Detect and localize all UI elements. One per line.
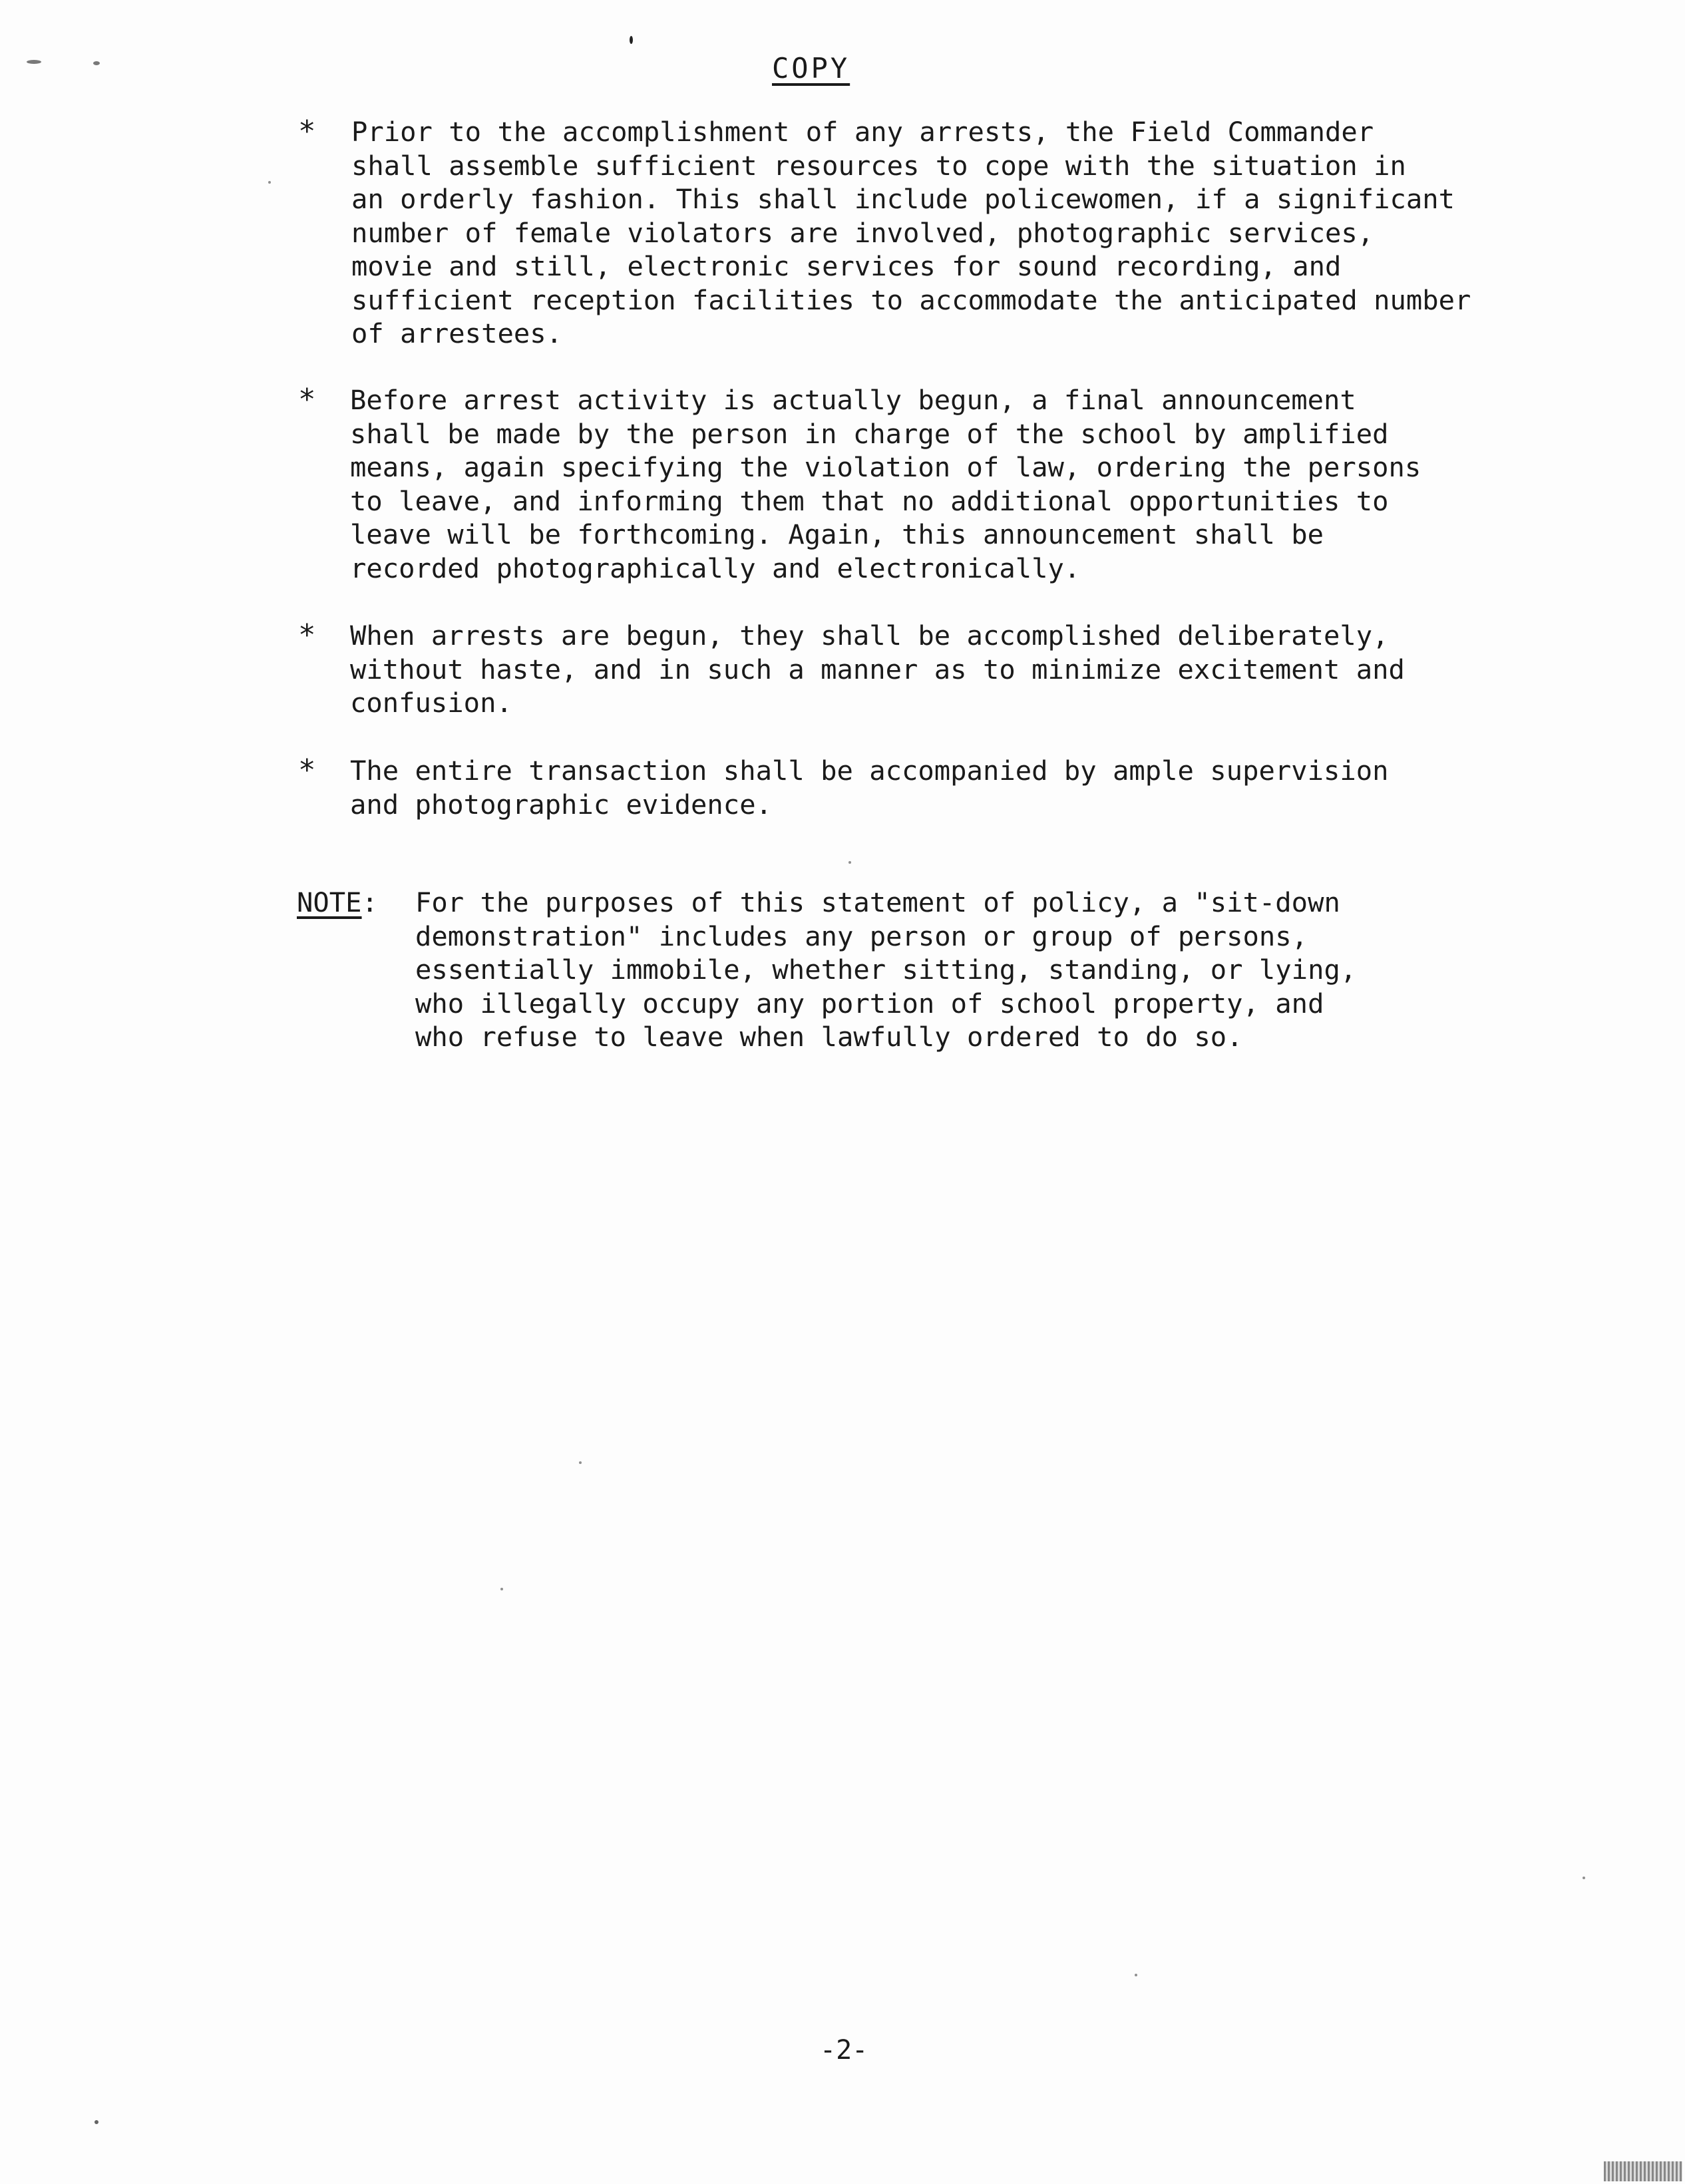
scan-speck [1583, 1877, 1585, 1879]
bullet-marker: * [298, 383, 316, 417]
note-label: NOTE: [297, 886, 378, 918]
scan-speck [1135, 1974, 1137, 1976]
scan-speck [93, 61, 100, 65]
bullet-text: When arrests are begun, they shall be accomplished deliberately, without haste, and in such a manner as to minimize excitement and confusion. [350, 620, 1405, 719]
note-text: For the purposes of this statement of policy, a "sit-down demonstration" includes any person or group of persons, essentially immobile, whether sitting, standing, or lying, who illegally occupy any portion of school property, and who refuse to leave when lawfully ordered to do so. [415, 886, 1357, 1053]
bullet-text: The entire transaction shall be accompanied by ample supervision and photographic evidence. [350, 755, 1389, 820]
scan-speck [268, 181, 271, 184]
bullet-text: Prior to the accomplishment of any arrests, the Field Commander shall assemble sufficient resources to cope with the situation in an orderly fashion. This shall include policewomen, if a significant number of female violators are involved, photographic services, movie and still, electronic services for sound recording, and sufficient reception facilities to accommodate the anticipated number of arrestees. [351, 116, 1471, 349]
page-number: -2- [820, 2035, 868, 2066]
bullet-marker: * [298, 114, 316, 148]
scan-speck [500, 1588, 503, 1590]
scan-speck [27, 60, 41, 64]
scan-speck [848, 861, 851, 864]
scan-speck [94, 2120, 98, 2124]
page-heading: COPY [772, 52, 850, 85]
bullet-marker: * [298, 753, 316, 787]
scan-speck [630, 36, 633, 44]
bullet-marker: * [298, 618, 316, 652]
scan-edge-artifact [1604, 2161, 1682, 2181]
bullet-text: Before arrest activity is actually begun, a final announcement shall be made by the person in charge of the school by amplified means, again specifying the violation of law, ordering the persons to leave, and informing them that no additional opportunities to leave will be forthcoming. Again, this announcement shall be recorded photographically and electronically. [350, 384, 1421, 584]
scan-speck [579, 1461, 582, 1464]
